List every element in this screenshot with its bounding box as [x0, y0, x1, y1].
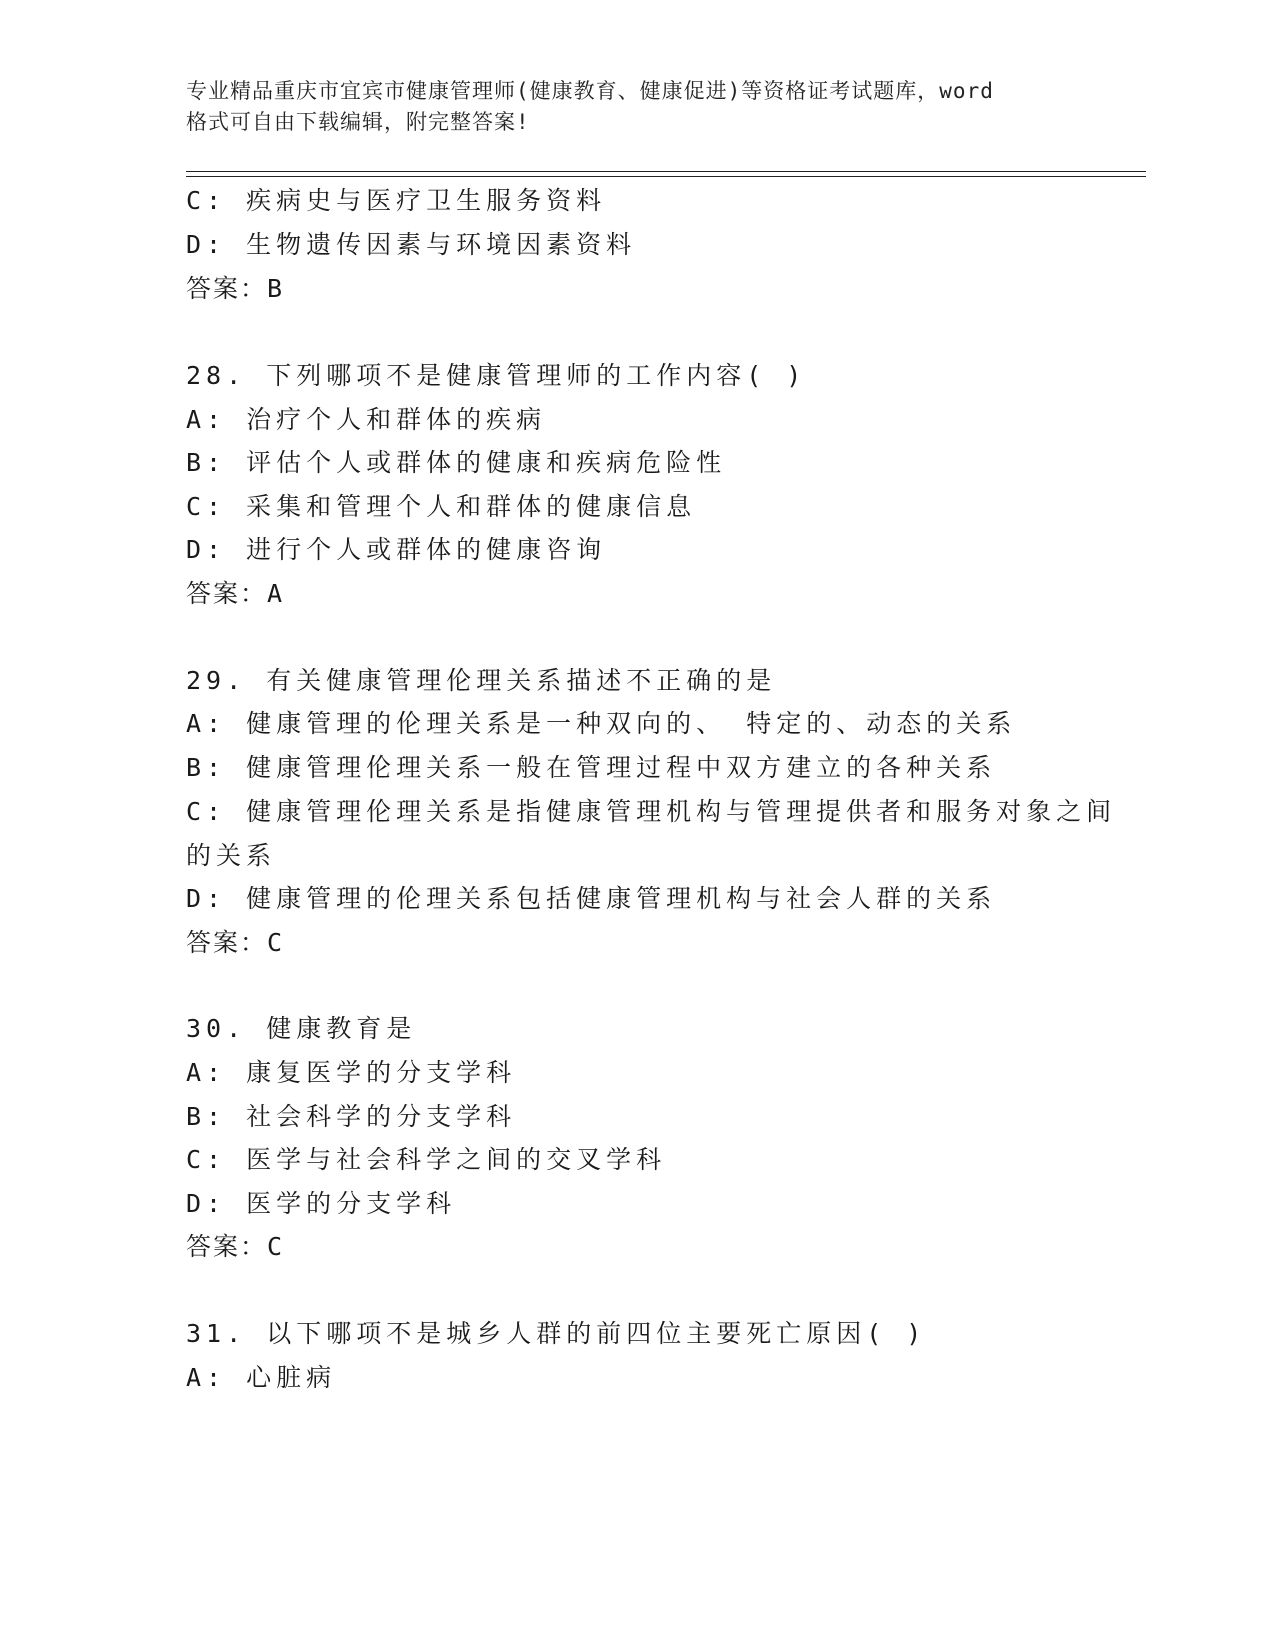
- question-29-option-a: A: 健康管理的伦理关系是一种双向的、 特定的、动态的关系: [186, 709, 1017, 738]
- answer-label: 答案：: [186, 274, 268, 303]
- header-rule-bottom: [186, 176, 1146, 177]
- question-29-option-d: D: 健康管理的伦理关系包括健康管理机构与社会人群的关系: [186, 884, 997, 913]
- question-29-option-c-continued: 的关系: [186, 841, 277, 870]
- answer-28: [186, 578, 284, 610]
- question-28-stem: 28. 下列哪项不是健康管理师的工作内容( ): [186, 361, 807, 390]
- header-rule-top: [186, 171, 1146, 172]
- question-31-stem: 31. 以下哪项不是城乡人群的前四位主要死亡原因( ): [186, 1319, 927, 1348]
- question-28-option-d: D: 进行个人或群体的健康咨询: [186, 535, 607, 564]
- question-30-option-c: C: 医学与社会科学之间的交叉学科: [186, 1145, 667, 1174]
- answer-value: C: [267, 928, 285, 957]
- question-28-option-b: B: 评估个人或群体的健康和疾病危险性: [186, 448, 727, 477]
- header-line-2: 格式可自由下载编辑，附完整答案!: [186, 110, 530, 134]
- answer-value: B: [267, 274, 285, 303]
- option-d-prev: D: 生物遗传因素与环境因素资料: [186, 230, 637, 259]
- question-30-option-b: B: 社会科学的分支学科: [186, 1102, 517, 1131]
- header-line-1: 专业精品重庆市宜宾市健康管理师(健康教育、健康促进)等资格证考试题库，word: [186, 79, 994, 103]
- answer-prev: [186, 273, 284, 305]
- question-31-option-a: A: 心脏病: [186, 1363, 337, 1392]
- answer-value: A: [267, 579, 285, 608]
- answer-label: 答案：: [186, 579, 268, 608]
- question-30-stem: 30. 健康教育是: [186, 1014, 417, 1043]
- answer-label: 答案：: [186, 1232, 268, 1261]
- question-30-option-d: D: 医学的分支学科: [186, 1189, 457, 1218]
- question-30-option-a: A: 康复医学的分支学科: [186, 1058, 517, 1087]
- question-28-option-c: C: 采集和管理个人和群体的健康信息: [186, 492, 697, 521]
- answer-value: C: [267, 1232, 285, 1261]
- question-29-option-b: B: 健康管理伦理关系一般在管理过程中双方建立的各种关系: [186, 753, 997, 782]
- question-29-option-c: C: 健康管理伦理关系是指健康管理机构与管理提供者和服务对象之间: [186, 797, 1117, 826]
- answer-30: [186, 1231, 284, 1263]
- question-28-option-a: A: 治疗个人和群体的疾病: [186, 405, 547, 434]
- answer-29: [186, 927, 284, 959]
- answer-label: 答案：: [186, 928, 268, 957]
- question-29-stem: 29. 有关健康管理伦理关系描述不正确的是: [186, 666, 777, 695]
- document-header: [186, 76, 1096, 138]
- option-c-prev: C: 疾病史与医疗卫生服务资料: [186, 186, 607, 215]
